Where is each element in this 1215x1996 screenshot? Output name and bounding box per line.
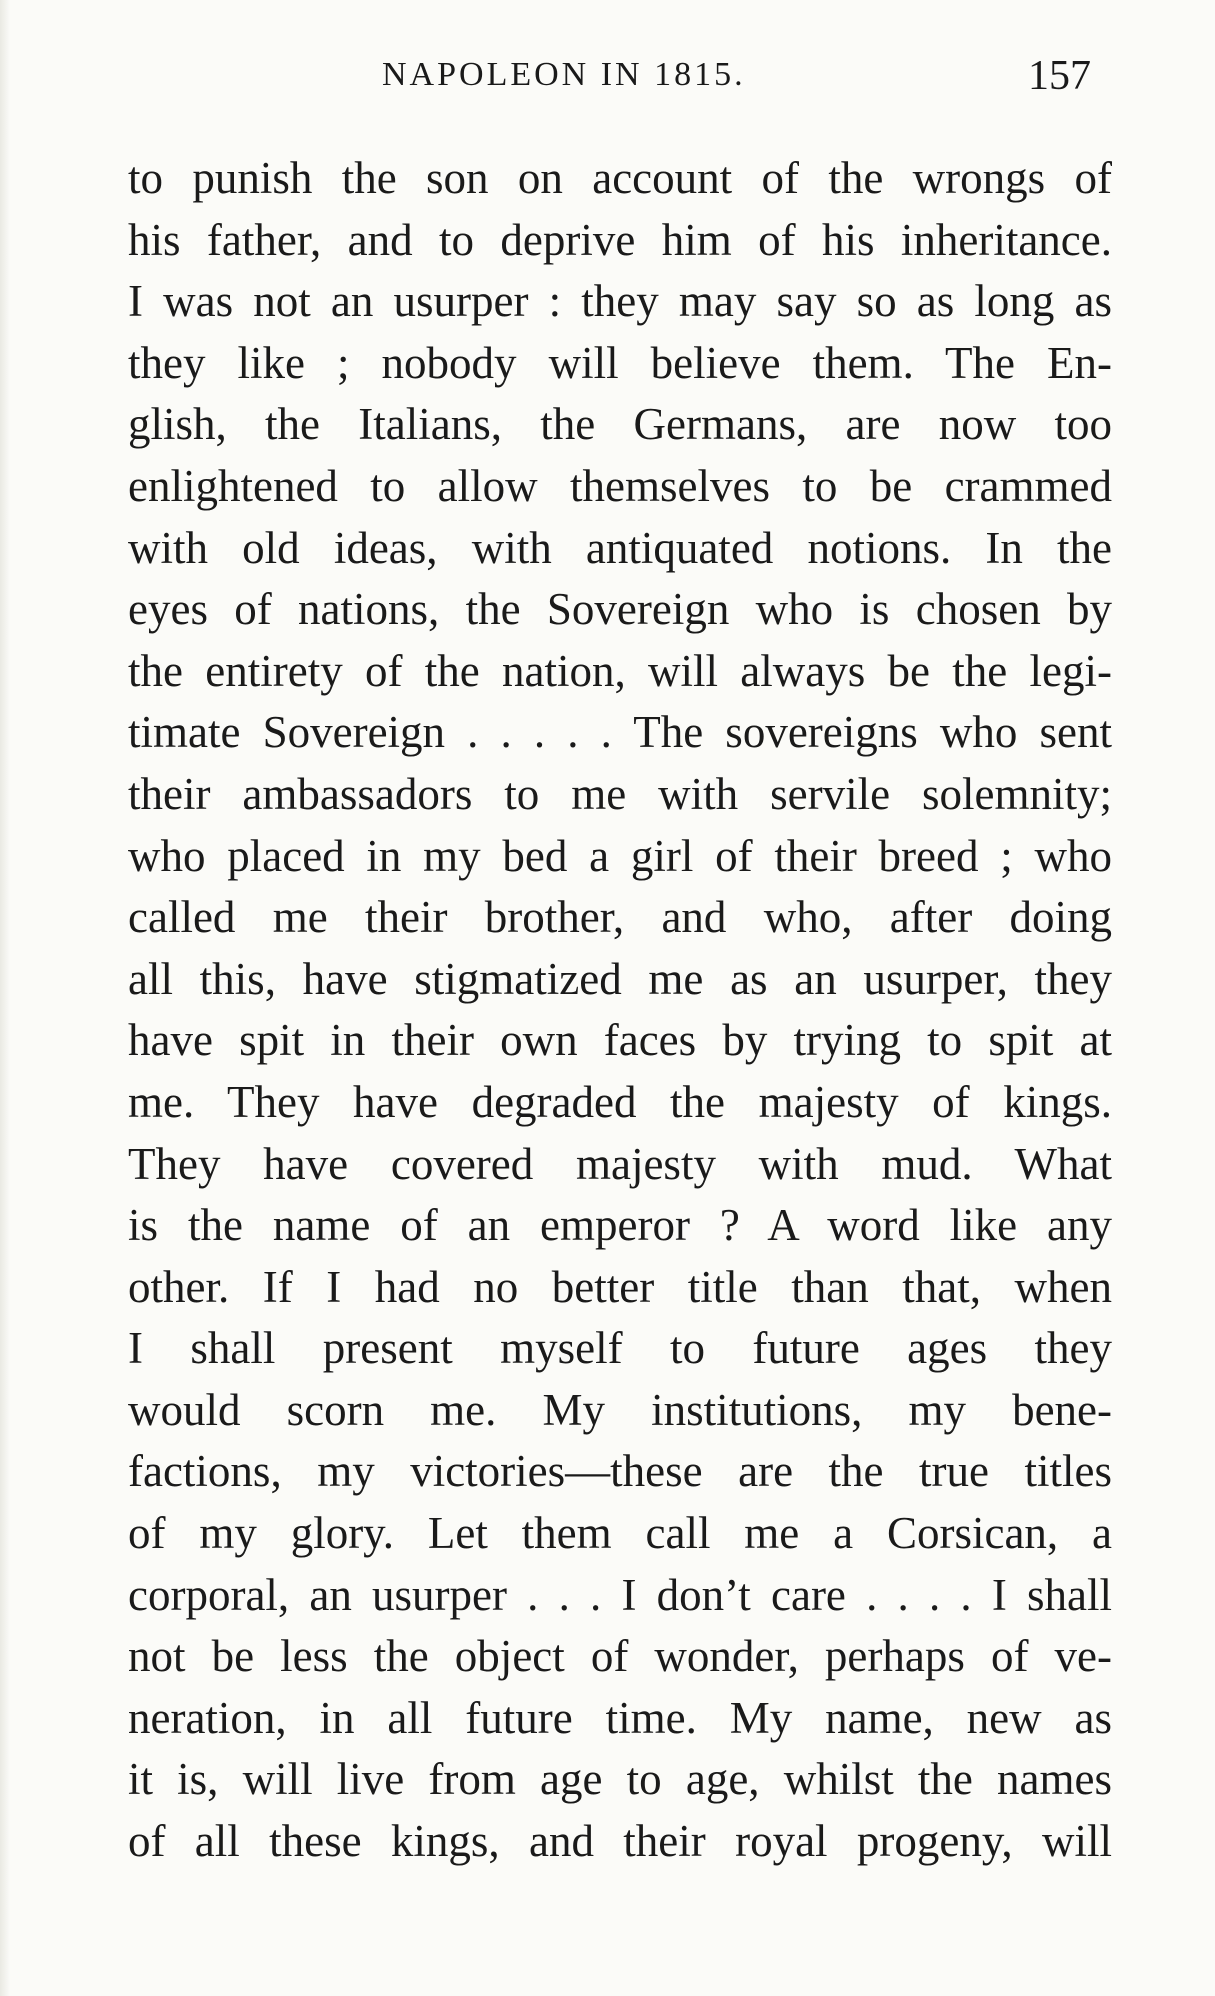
text-line: is the name of an emperor ? A word like any (128, 1200, 1112, 1251)
text-line: the entirety of the nation, will always be the legi- (128, 645, 1112, 696)
text-line: who placed in my bed a girl of their breed ; who (128, 830, 1112, 881)
text-line: it is, will live from age to age, whilst the names (128, 1754, 1112, 1805)
text-line: they like ; nobody will believe them. The En- (128, 337, 1112, 388)
text-line: factions, my victories—these are the true titles (128, 1446, 1112, 1497)
text-line: his father, and to deprive him of his inheritance. (128, 214, 1112, 265)
text-line: of my glory. Let them call me a Corsican, a (128, 1508, 1112, 1559)
page-number: 157 (1028, 53, 1091, 99)
text-line: all this, have stigmatized me as an usurper, they (128, 953, 1112, 1004)
text-line: me. They have degraded the majesty of kings. (128, 1076, 1112, 1127)
text-line: They have covered majesty with mud. What (128, 1138, 1112, 1189)
text-line: I was not an usurper : they may say so as long as (128, 276, 1112, 327)
text-line: glish, the Italians, the Germans, are now too (128, 399, 1112, 450)
text-line: not be less the object of wonder, perhaps of ve- (128, 1631, 1112, 1682)
text-line: of all these kings, and their royal progeny, will (128, 1816, 1112, 1867)
text-line: enlightened to allow themselves to be crammed (128, 460, 1112, 511)
text-line: have spit in their own faces by trying to spit at (128, 1015, 1112, 1066)
text-line: their ambassadors to me with servile solemnity; (128, 768, 1112, 819)
text-line: called me their brother, and who, after doing (128, 892, 1112, 943)
text-line: neration, in all future time. My name, new as (128, 1692, 1112, 1743)
text-line: to punish the son on account of the wrongs of (128, 153, 1112, 203)
text-line: other. If I had no better title than that, when (128, 1261, 1112, 1312)
text-line: I shall present myself to future ages they (128, 1323, 1112, 1374)
text-line: corporal, an usurper . . . I don’t care . . . . I shall (128, 1569, 1112, 1620)
text-line: eyes of nations, the Sovereign who is chosen by (128, 584, 1112, 635)
text-line: timate Sovereign . . . . . The sovereigns who sent (128, 707, 1112, 758)
body-text (128, 148, 1112, 1873)
text-line: with old ideas, with antiquated notions. In the (128, 522, 1112, 573)
text-line: would scorn me. My institutions, my bene- (128, 1384, 1112, 1435)
running-head (0, 53, 1215, 116)
page-edge-shadow (0, 0, 10, 1996)
running-title: NAPOLEON IN 1815. (382, 56, 746, 93)
